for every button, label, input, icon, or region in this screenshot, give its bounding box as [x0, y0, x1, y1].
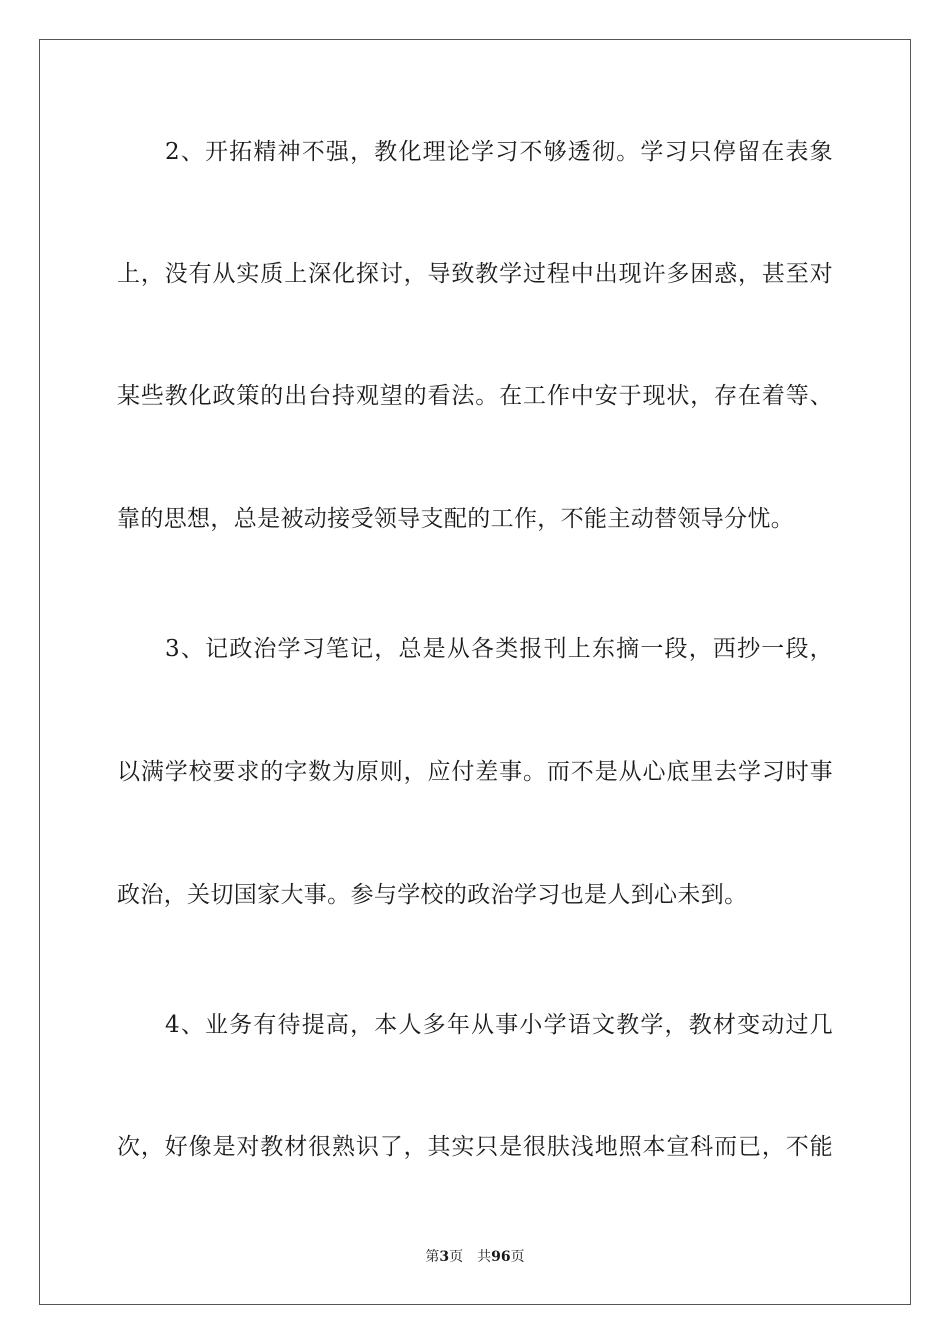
page-suffix: 页 — [449, 1249, 464, 1265]
current-page-number: 3 — [439, 1249, 450, 1265]
paragraph-2-line-2: 上，没有从实质上深化探讨，导致教学过程中出现许多困惑，甚至对 — [117, 261, 833, 287]
paragraph-2-line-1: 2、开拓精神不强，教化理论学习不够透彻。学习只停留在表象 — [165, 139, 833, 165]
paragraph-3-line-3: 政治，关切国家大事。参与学校的政治学习也是人到心未到。 — [117, 882, 748, 908]
page-prefix: 第 — [425, 1249, 440, 1265]
total-prefix: 共 — [477, 1249, 492, 1265]
total-suffix: 页 — [510, 1249, 525, 1265]
paragraph-2-line-4: 靠的思想，总是被动接受领导支配的工作，不能主动替领导分忧。 — [117, 506, 795, 532]
paragraph-2-line-3: 某些教化政策的出台持观望的看法。在工作中安于现状，存在着等、 — [117, 383, 833, 409]
paragraph-3-line-2: 以满学校要求的字数为原则，应付差事。而不是从心底里去学习时事 — [117, 759, 833, 785]
paragraph-4-line-2: 次，好像是对教材很熟识了，其实只是很肤浅地照本宣科而已，不能 — [117, 1134, 833, 1160]
page-border — [39, 39, 911, 1305]
page-footer — [0, 1248, 950, 1266]
paragraph-3-line-1: 3、记政治学习笔记，总是从各类报刊上东摘一段，西抄一段， — [165, 636, 833, 662]
total-pages-number: 96 — [491, 1249, 511, 1265]
paragraph-4-line-1: 4、业务有待提高，本人多年从事小学语文教学，教材变动过几 — [165, 1012, 833, 1038]
